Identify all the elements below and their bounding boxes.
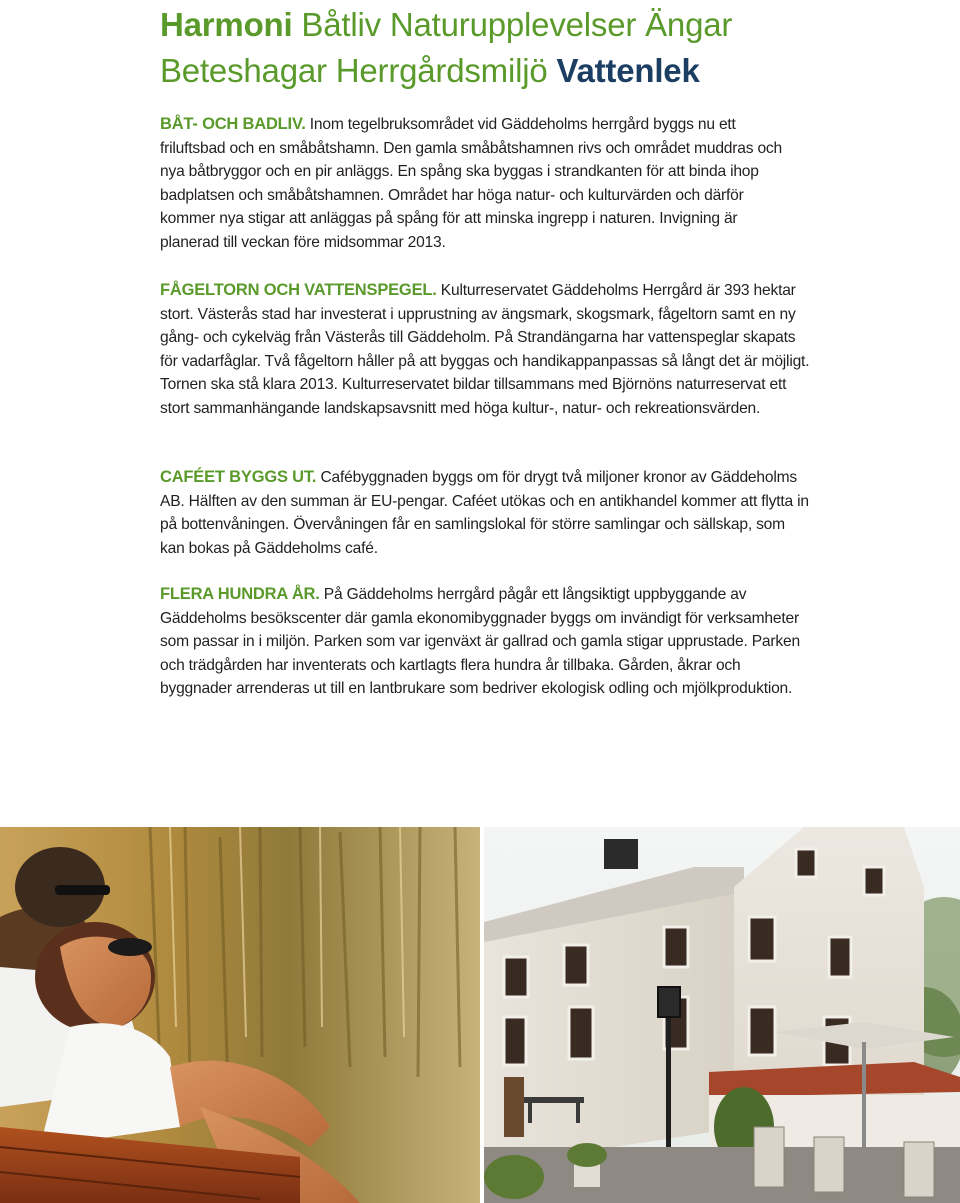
section-bat-och-badliv [160,113,800,254]
section-heading: FLERA HUNDRA ÅR. [160,585,320,603]
headline-word-harmoni: Harmoni [160,6,293,43]
section-body: Kulturreservatet Gäddeholms Herrgård är 393 hektar stort. Västerås stad har investerat i upprustning av ängsmark, skogsmark, fågeltorn samt en ny gång- och cykelväg från Västerås till Gäddeholm. På Strandängarna har vattenspeglar skapats för vadarfåglar. Två fågeltorn håller på att byggas och handikappanpassas så långt det är möjligt. Tornen ska stå klara 2013. Kulturreservatet bildar tillsammans med Björnöns naturreservat ett stort sammanhängande landskapsavsnitt med höga kultur-, natur- och rekreationsvärden. [160,282,810,417]
section-body: Cafébyggnaden byggs om för drygt två miljoner kronor av Gäddeholms AB. Hälften av den summan är EU-pengar. Caféet utökas och en antikhandel kommer att flytta in på bottenvåningen. Övervåningen får en samlingslokal för större samlingar och sällskap, som kan bokas på Gäddeholms café. [160,469,809,557]
section-fageltorn [160,279,810,420]
section-heading: FÅGELTORN OCH VATTENSPEGEL. [160,281,437,299]
article [160,0,820,697]
manor-house-photo [484,827,960,1203]
section-heading: BÅT- OCH BADLIV. [160,115,306,133]
headline-line2: Beteshagar Herrgårdsmiljö [160,52,557,89]
headline [160,0,820,94]
section-heading: CAFÉET BYGGS UT. [160,468,317,486]
section-body: Inom tegelbruksområdet vid Gäddeholms herrgård byggs nu ett friluftsbad och en småbåtshamn. Den gamla småbåtshamnen rivs och området muddras och nya båtbryggor och en pir anläggs. En spång ska byggas i strandkanten för att binda ihop badplatsen och småbåtshamnen. Området har höga natur- och kulturvärden och därför kommer nya stigar att anläggas på spång för att minska ingrepp i naturen. Invigning är planerad till veckan före midsommar 2013. [160,116,782,251]
headline-line1-rest: Båtliv Naturupplevelser Ängar [292,6,733,43]
section-body: På Gäddeholms herrgård pågår ett långsiktigt uppbyggande av Gäddeholms besökscenter där gamla ekonomibyggnader byggs om invändigt för verksamheter som passar in i miljön. Parken som var igenväxt är gallrad och gamla stigar upprustade. Parken och trädgården har inventerats och kartlagts flera hundra år tillbaka. Gården, åkrar och byggnader arrenderas ut till en lantbrukare som bedriver ekologisk odling och mjölkproduktion. [160,586,800,697]
section-flera-hundra-ar [160,583,810,701]
photo-strip [0,827,960,1203]
couple-relaxing-photo [0,827,480,1203]
section-cafeet [160,466,810,560]
headline-word-vattenlek: Vattenlek [556,52,700,89]
